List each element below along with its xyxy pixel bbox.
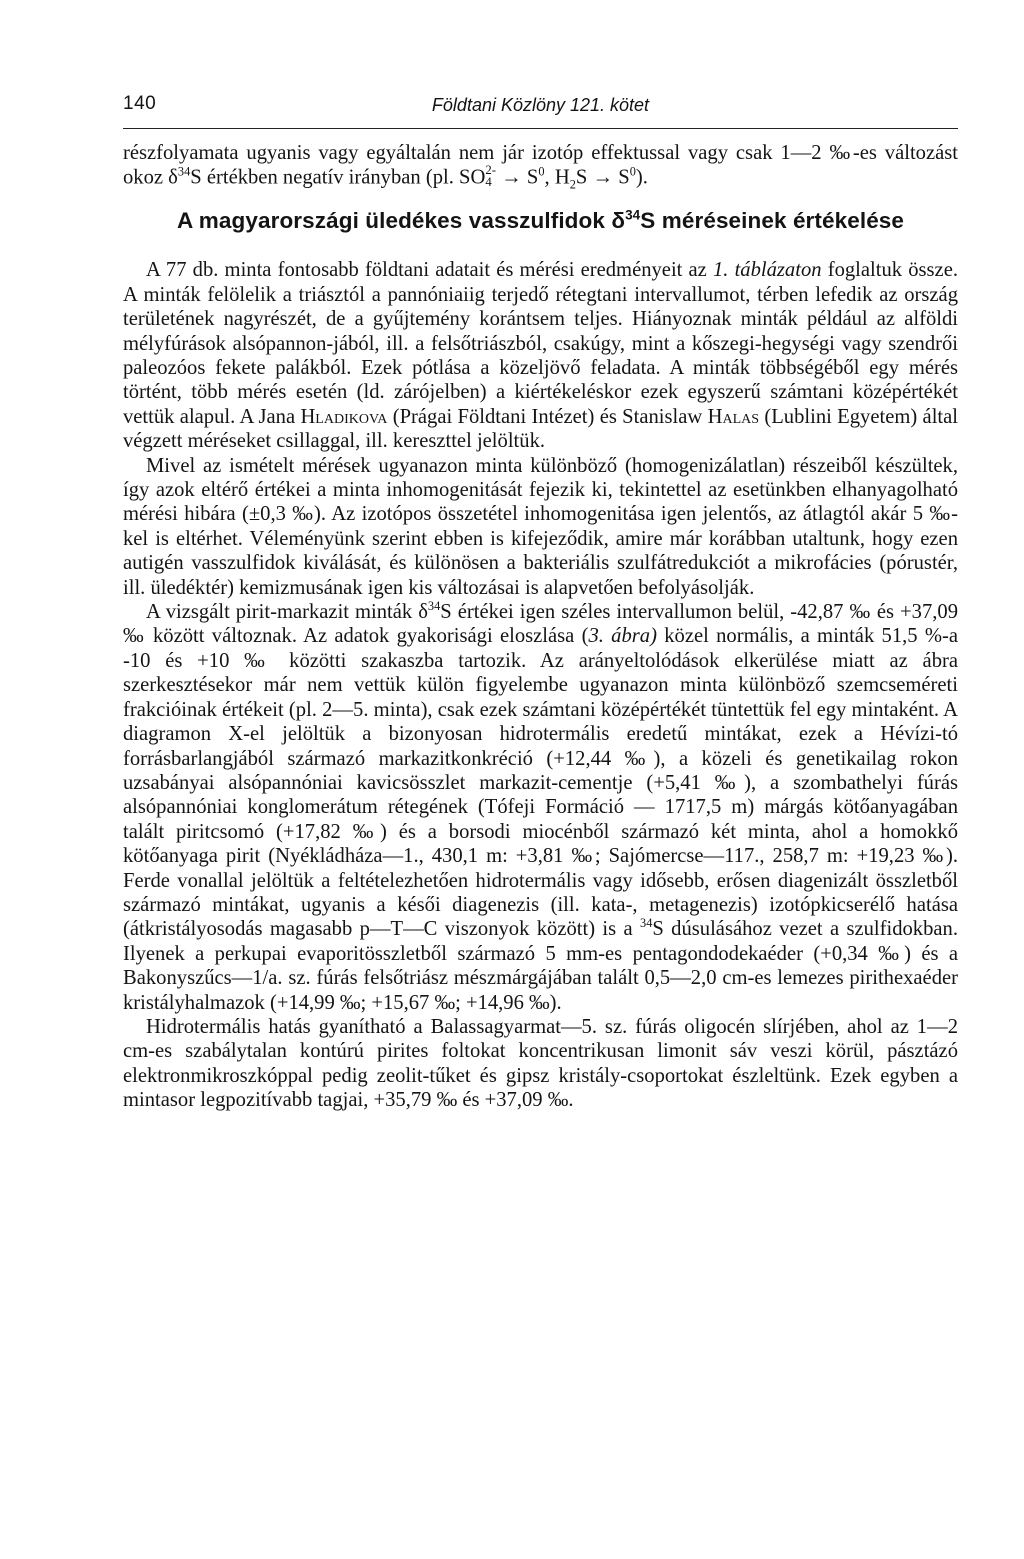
- journal-title: Földtani Közlöny 121. kötet: [431, 95, 650, 115]
- page-number: 140: [123, 93, 157, 114]
- paragraph-inhomogeneity: Mivel az ismételt mérések ugyanazon minta különböző (homogenizálatlan) részeiből készültek, így azok eltérő értékei a minta inhomogenitását fejezik ki, tekintettel az esetünkben elhanyagolható mérési hibára (±0,3 ‰). Az izotópos összetétel inhomogenitása igen jelentős, az átlagtól akár 5 ‰-kel is eltérhet. Véleményünk szerint ebben is kifejeződik, amire már korábban utaltunk, hogy ezen autigén vasszulfidok kiválását, és különösen a bakteriális szulfátredukciót a mikrofácies (pórustér, ill. üledéktér) kemizmusának igen kis változásai is alapvetően befolyásolják.: [123, 454, 958, 599]
- running-header: [123, 88, 958, 129]
- paragraph-continuation: részfolyamata ugyanis vagy egyáltalán nem jár izotóp effektussal vagy csak 1—2 ‰-es változást okoz $\delta^{34}S$ értékben negatív irányban (pl. SO 2- 4 → $S^0$, $H_2S \to S^0$).: [123, 142, 958, 193]
- section-heading: A magyarországi üledékes vasszulfidok $\delta^{34}S$ méréseinek értékelése: [176, 207, 905, 234]
- document-page: [123, 88, 958, 1113]
- paragraph-hydrothermal: Hidrotermális hatás gyanítható a Balassagyarmat—5. sz. fúrás oligocén slírjében, ahol az 1—2 cm-es szabálytalan kontúrú pirites foltokat koncentrikusan limonit sáv veszi körül, pásztázó elektronmikroszkóppal pedig zeolit-tűket és gipsz kristály-csoportokat észleltünk. Ezek egyben a mintasor legpozitívabb tagjai, +35,79 ‰ és +37,09 ‰.: [123, 1015, 958, 1112]
- figure-reference: 3. ábra): [588, 625, 657, 648]
- paragraph-distribution: A vizsgált pirit-markazit minták $\delta^{34}S$ értékei igen széles intervallumon belül, -42,87 ‰ és +37,09 ‰ között változnak. Az adatok gyakorisági eloszlása (3. ábra) közel normális, a minták 51,5 %-a -10 és +10 ‰ közötti szakaszba tartozik. Az arányeltolódások elkerülése miatt az ábra szerkesztésekor már nem vettük külön figyelembe ugyanazon minta különböző szemcseméreti frakcióinak értékeit (pl. 2—5. minta), csak ezek számtani középértékét tüntettük fel egy mintaként. A diagramon X-el jelöltük a bizonyosan hidrotermális eredetű mintákat, ezek a Hévízi-tó forrásbarlangjából származó markazitkonkréció (+12,44 ‰), a közeli és genetikailag rokon uzsabányai alsópannóniai kavicsösszlet markazit-cementje (+5,41 ‰), a szombathelyi fúrás alsópannóniai konglomerátum rétegének (Tófeji Formáció — 1717,5 m) márgás kötőanyagában talált piritcsomó (+17,82 ‰) és a borsodi miocénből származó két minta, ahol a homokkő kötőanyaga pirit (Nyékládháza—1., 430,1 m: +3,81 ‰; Sajómercse—117., 258,7 m: +19,23 ‰). Ferde vonallal jelöltük a feltételezhetően hidrotermális vagy idősebb, erősen diagenizált összletből származó mintákat, ugyanis a késői diagenezis (ill. kata-, metagenezis) izotópkicserélő hatása (átkristályosodás magasabb p—T—C viszonyok között) is a $^{34}$S dúsulásához vezet a szulfidokban. Ilyenek a perkupai evaporitösszletből származó 5 mm-es pentagondodekaéder (+0,34 ‰) és a Bakonyszűcs—1/a. sz. fúrás felsőtriász mészmárgájában talált 0,5—2,0 cm-es lemezes pirithexaéder kristályhalmazok (+14,99 ‰; +15,67 ‰; +14,96 ‰).: [123, 599, 959, 1014]
- author-name: Hladikova: [300, 405, 388, 428]
- table-reference: 1. táblázaton: [712, 259, 822, 282]
- article-body: [123, 141, 958, 1113]
- paragraph-samples: A 77 db. minta fontosabb földtani adatait és mérési eredményeit az 1. táblázaton foglaltuk össze. A minták felölelik a triásztól a pannóniaiig terjedő rétegtani intervallumot, térben lefedik az ország területének nagyrészét, de a gyűjtemény korántsem teljes. Hiányoznak minták például az alföldi mélyfúrások alsópannon-jából, ill. a felsőtriászból, csakúgy, mint a kőszegi-hegységi vagy szendrői paleozóos fekete palákból. Ezek pótlása a közeljövő feladata. A minták többségéből egy mérés történt, több mérés esetén (ld. zárójelben) a kiértékeléskor ezek egyszerű számtani középértékét vettük alapul. A Jana Hladikova (Prágai Földtani Intézet) és Stanislaw Halas (Lublini Egyetem) által végzett méréseket csillaggal, ill. kereszttel jelöltük.: [123, 259, 959, 453]
- author-name: Halas: [707, 405, 760, 428]
